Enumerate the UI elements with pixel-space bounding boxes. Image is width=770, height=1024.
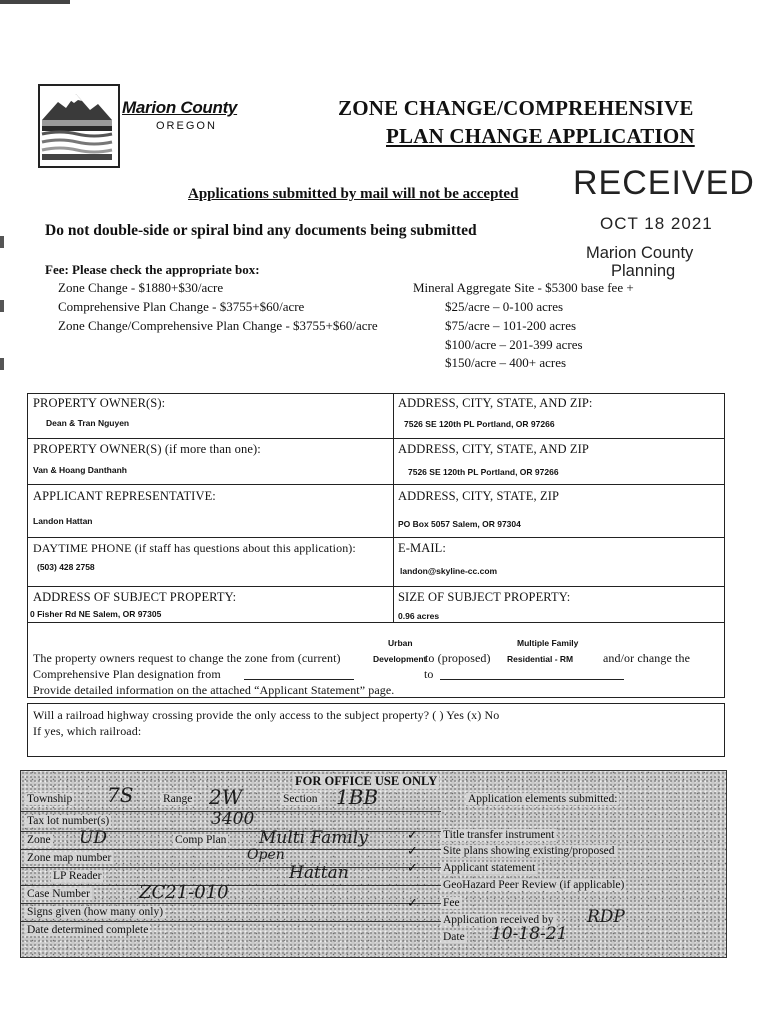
app-elements-label: Application elements submitted: (468, 793, 618, 805)
mineral-fee-tier: $25/acre – 0-100 acres (445, 299, 564, 314)
applicant-statement-label: Applicant statement (443, 862, 536, 874)
subject-address-cell[interactable] (27, 586, 394, 623)
county-name: Marion County (122, 98, 238, 117)
proposed-zone-line1[interactable]: Multiple Family (517, 638, 579, 648)
owner-address-value: 7526 SE 120th PL Portland, OR 97266 (404, 419, 555, 429)
application-form-table (27, 393, 725, 757)
mineral-fee-tier: $100/acre – 201-399 acres (445, 337, 583, 352)
comp-plan-to-blank[interactable] (440, 679, 624, 680)
geohazard-label: GeoHazard Peer Review (if applicable) (443, 879, 625, 891)
owner2-address-label: ADDRESS, CITY, STATE, AND ZIP (398, 442, 589, 456)
binding-notice: Do not double-side or spiral bind any documents being submitted (45, 222, 477, 239)
office-row-divider (21, 903, 441, 904)
mountain-landscape-icon (40, 86, 114, 162)
case-number-label: Case Number (27, 888, 90, 900)
phone-cell[interactable] (27, 537, 394, 587)
owner-address-cell[interactable] (393, 393, 725, 439)
fee-label: Fee (443, 897, 460, 909)
checkmark-icon: ✓ (407, 843, 418, 858)
request-to-proposed: to (proposed) (425, 651, 491, 665)
office-use-section (20, 770, 727, 958)
representative-address-cell[interactable] (393, 484, 725, 538)
office-row-divider (21, 849, 441, 850)
received-by-value: RDP (587, 907, 625, 927)
fee-option-comp-plan[interactable]: Comprehensive Plan Change - $3755+$60/acre (58, 299, 305, 314)
case-number-value: ZC21-010 (139, 882, 229, 903)
phone-label: DAYTIME PHONE (if staff has questions about this application): (33, 541, 356, 555)
owner-cell[interactable] (27, 393, 394, 439)
received-by-label: Application received by (443, 914, 554, 926)
request-text-1b: and/or change the (603, 651, 690, 665)
property-size-value: 0.96 acres (398, 611, 440, 621)
request-text-2b: to (424, 667, 434, 681)
checkmark-icon: ✓ (407, 895, 418, 910)
office-row-divider (21, 867, 441, 868)
checkmark-icon: ✓ (407, 827, 418, 842)
scan-edge-mark (0, 358, 4, 370)
signs-label: Signs given (how many only) (27, 906, 164, 918)
owner2-cell[interactable] (27, 438, 394, 485)
fee-heading: Fee: Please check the appropriate box: (45, 262, 260, 277)
scan-edge-mark (0, 236, 4, 248)
request-text-1a: The property owners request to change the zone from (current) (33, 651, 341, 665)
stamp-office-line2: Planning (611, 262, 676, 280)
site-plans-label: Site plans showing existing/proposed (443, 845, 615, 857)
comp-plan-label: Comp Plan (175, 834, 227, 846)
stamp-office-line1: Marion County (586, 244, 694, 262)
lp-reader-label: LP Reader (53, 870, 102, 882)
zone-map-label: Zone map number (27, 852, 112, 864)
township-label: Township (27, 793, 73, 805)
mail-notice: Applications submitted by mail will not be accepted (188, 186, 519, 202)
current-zone-line2[interactable]: Development (373, 654, 427, 664)
comp-plan-value: Multi Family (259, 828, 368, 848)
email-value: landon@skyline-cc.com (400, 566, 498, 576)
title-transfer-label: Title transfer instrument (443, 829, 555, 841)
section-value: 1BB (336, 785, 379, 809)
owner2-address-value: 7526 SE 120th PL Portland, OR 97266 (408, 467, 559, 477)
railroad-cell[interactable] (27, 703, 725, 757)
property-size-label: SIZE OF SUBJECT PROPERTY: (398, 590, 571, 604)
checkmark-icon: ✓ (407, 860, 418, 875)
fee-option-zone-change[interactable]: Zone Change - $1880+$30/acre (58, 280, 224, 295)
request-text-3: Provide detailed information on the attached “Applicant Statement” page. (33, 683, 395, 697)
date-complete-label: Date determined complete (27, 924, 149, 936)
property-size-cell[interactable] (393, 586, 725, 623)
county-logo (38, 84, 120, 168)
phone-value: (503) 428 2758 (37, 562, 95, 572)
fee-option-zone-comp-plan[interactable]: Zone Change/Comprehensive Plan Change - $3755+$60/acre (58, 318, 378, 333)
railroad-question: Will a railroad highway crossing provide the only access to the subject property? ( ) Yes (x) No (33, 708, 500, 722)
received-stamp: RECEIVED (573, 164, 755, 202)
mineral-fee-tier: $75/acre – 101-200 acres (445, 318, 577, 333)
owner-address-label: ADDRESS, CITY, STATE, AND ZIP: (398, 396, 593, 410)
representative-cell[interactable] (27, 484, 394, 538)
owner-label: PROPERTY OWNER(S): (33, 396, 166, 410)
section-label: Section (283, 793, 318, 805)
owner-value: Dean & Tran Nguyen (46, 418, 130, 428)
taxlot-value: 3400 (211, 809, 255, 829)
scan-corner-mark (0, 0, 70, 4)
mineral-fee-tier: $150/acre – 400+ acres (445, 355, 567, 370)
owner2-label: PROPERTY OWNER(S) (if more than one): (33, 442, 261, 456)
representative-label: APPLICANT REPRESENTATIVE: (33, 489, 216, 503)
railroad-which: If yes, which railroad: (33, 724, 142, 738)
comp-plan-from-blank[interactable] (244, 679, 354, 680)
form-title-line1: ZONE CHANGE/COMPREHENSIVE (338, 96, 694, 120)
representative-address-value: PO Box 5057 Salem, OR 97304 (398, 519, 521, 529)
zone-label: Zone (27, 834, 51, 846)
subject-address-value: 0 Fisher Rd NE Salem, OR 97305 (30, 609, 162, 619)
owner2-address-cell[interactable] (393, 438, 725, 485)
form-title-line2: PLAN CHANGE APPLICATION (386, 124, 695, 148)
lp-reader-value: Hattan (289, 863, 349, 883)
zone-map-value: Open (247, 847, 285, 863)
range-label: Range (163, 793, 193, 805)
scan-edge-mark (0, 300, 4, 312)
township-value: 7S (107, 783, 134, 807)
received-date-stamp: OCT 18 2021 (600, 214, 713, 233)
office-row-divider (21, 885, 441, 886)
date-label: Date (443, 931, 465, 943)
current-zone-line1[interactable]: Urban (388, 638, 413, 648)
fee-option-mineral-aggregate[interactable]: Mineral Aggregate Site - $5300 base fee + (413, 280, 634, 295)
office-use-title: FOR OFFICE USE ONLY (295, 774, 438, 788)
email-cell[interactable] (393, 537, 725, 587)
representative-address-label: ADDRESS, CITY, STATE, ZIP (398, 489, 560, 503)
zone-change-request-cell (27, 622, 725, 698)
representative-value: Landon Hattan (33, 516, 93, 526)
zone-value: UD (79, 828, 107, 848)
date-value: 10-18-21 (491, 924, 568, 944)
request-text-2a: Comprehensive Plan designation from (33, 667, 221, 681)
subject-address-label: ADDRESS OF SUBJECT PROPERTY: (33, 590, 237, 604)
email-label: E-MAIL: (398, 541, 446, 555)
taxlot-label: Tax lot number(s) (27, 815, 110, 827)
range-value: 2W (209, 785, 243, 809)
proposed-zone-line2[interactable]: Residential - RM (507, 654, 574, 664)
county-state: OREGON (156, 120, 217, 132)
owner2-value: Van & Hoang Danthanh (33, 465, 127, 475)
office-row-divider (21, 921, 441, 922)
